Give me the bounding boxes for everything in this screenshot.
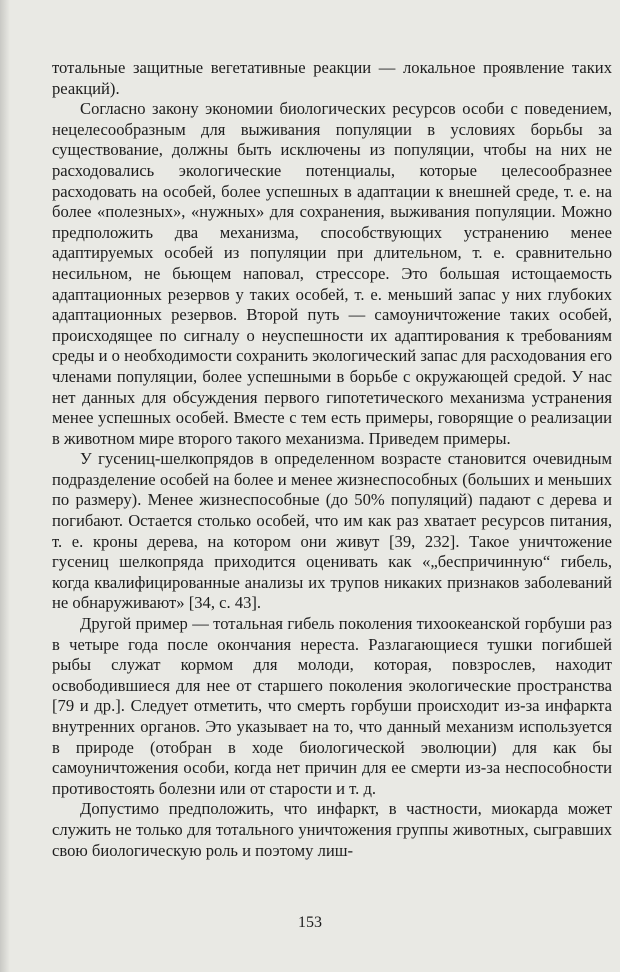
paragraph-1: тотальные защитные вегетативные реакции — локальное проявление таких реакций). bbox=[52, 58, 612, 98]
paragraph-2: Согласно закону экономии биологических ресурсов особи с поведением, нецелесообразным для выживания популяции в условиях борьбы за существование, должны быть исключены из популяции, чтобы на них не расходовались экологические потенциалы, которые целесообразнее расходовать на особей, более успешных в адаптации к внешней среде, т. е. на более «полезных», «нужных» для сохранения, выживания популяции. Можно предположить два механизма, способствующих устранению менее адаптируемых особей из популяции при длительном, т. е. сравнительно несильном, не бьющем наповал, стрессоре. Это большая истощаемость адаптационных резервов у таких особей, т. е. меньший запас у них глубоких адаптационных резервов. Второй путь — самоуничтожение таких особей, происходящее по сигналу о неуспешности их адаптирования к требованиям среды и о необходимости сохранить экологический запас для расходования его членами популяции, более успешными в борьбе с окружающей средой. У нас нет данных для обсуждения первого гипотетического механизма устранения менее успешных особей. Вместе с тем есть примеры, говорящие о реализации в животном мире второго такого механизма. Приведем примеры. bbox=[52, 99, 612, 448]
paragraph-4: Другой пример — тотальная гибель поколения тихоокеанской горбуши раз в четыре года после окончания нереста. Разлагающиеся тушки погибшей рыбы служат кормом для молоди, которая, повзрослев, находит освободившиеся для нее от старшего поколения экологические пространства [79 и др.]. Следует отметить, что смерть горбуши происходит из-за инфаркта внутренних органов. Это указывает на то, что данный механизм используется в природе (отобран в ходе биологической эволюции) для как бы самоуничтожения особи, когда нет причин для ее смерти из-за неспособности противостоять болезни или от старости и т. д. bbox=[52, 614, 612, 798]
page-number: 153 bbox=[298, 914, 322, 931]
scan-page-edge bbox=[0, 0, 10, 972]
page-text-body bbox=[52, 58, 612, 861]
paragraph-3: У гусениц-шелкопрядов в определенном возрасте становится очевидным подразделение особей на более и менее жизнеспособных (больших и меньших по размеру). Менее жизнеспособные (до 50% популяций) падают с дерева и погибают. Остается столько особей, что им как раз хватает ресурсов питания, т. е. кроны дерева, на котором они живут [39, 232]. Такое уничтожение гусениц шелкопряда приходится оценивать как «„беспричинную“ гибель, когда квалифицированные анализы их трупов никаких признаков заболеваний не обнаруживают» [34, с. 43]. bbox=[52, 449, 612, 613]
paragraph-5: Допустимо предположить, что инфаркт, в частности, миокарда может служить не только для тотального уничтожения группы животных, сыгравших свою биологическую роль и поэтому лиш- bbox=[52, 799, 612, 860]
